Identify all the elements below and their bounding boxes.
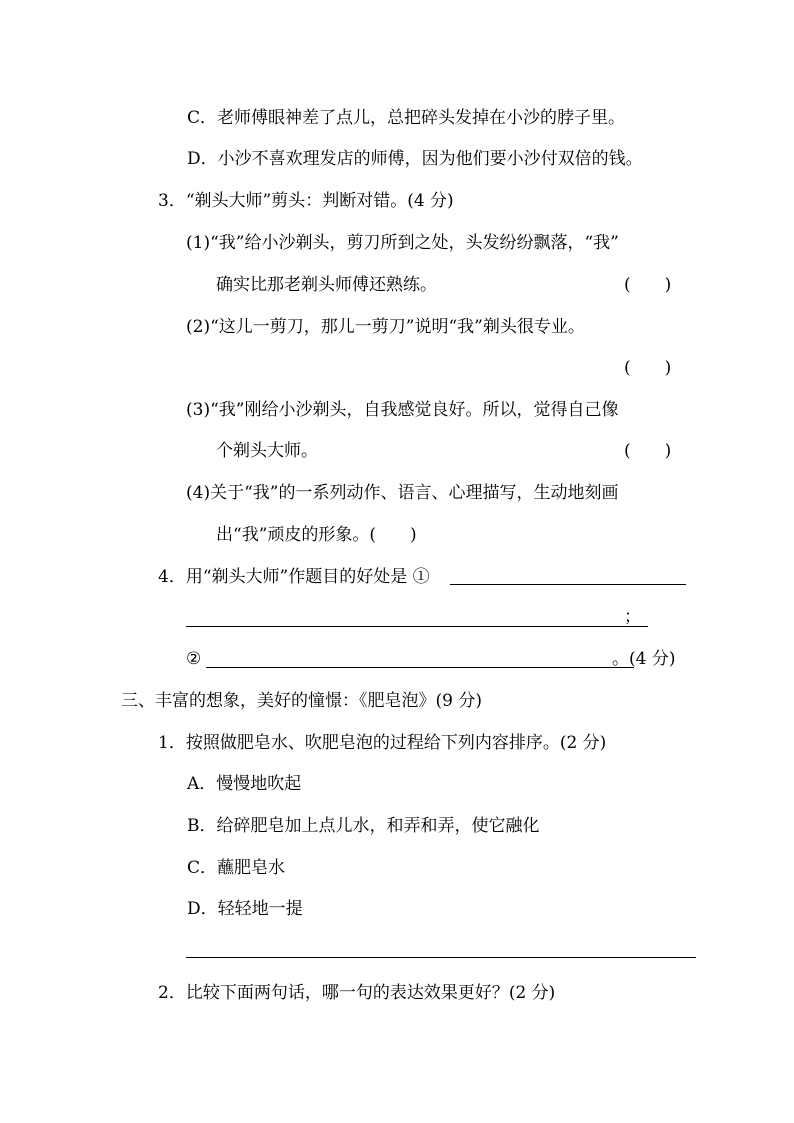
q4-answer-blank-3[interactable] — [206, 667, 634, 668]
q3-item-4-line-2: 出“我”顽皮的形象。( ) — [216, 525, 417, 545]
s3-option-c: C．蘸肥皂水 — [187, 858, 286, 878]
q3-item-3-answer-paren[interactable]: ( ) — [624, 441, 672, 461]
q3-item-4-line-1: (4)关于“我”的一系列动作、语言、心理描写，生动地刻画 — [186, 483, 619, 503]
question-4-line-1: 4．用“剃头大师”作题目的好处是 ① — [158, 567, 430, 587]
option-d: D．小沙不喜欢理发店的师傅，因为他们要小沙付双倍的钱。 — [187, 149, 643, 169]
q4-score: 。(4 分) — [612, 649, 676, 669]
s3-option-d: D．轻轻地一提 — [187, 899, 303, 919]
q3-item-1-line-1: (1)“我”给小沙剃头，剪刀所到之处，头发纷纷飘落，“我” — [186, 233, 619, 253]
q4-answer-blank-2[interactable] — [186, 626, 648, 627]
s3-option-b: B．给碎肥皂加上点儿水，和弄和弄，使它融化 — [187, 816, 540, 836]
s3-option-a: A．慢慢地吹起 — [187, 774, 302, 794]
q3-item-2-answer-paren[interactable]: ( ) — [624, 358, 672, 378]
section-3-title: 三、丰富的想象，美好的憧憬：《肥皂泡》(9 分) — [121, 691, 482, 711]
s3-q1-answer-line[interactable] — [186, 957, 696, 958]
q3-item-1-line-2: 确实比那老剃头师傅还熟练。 — [216, 275, 437, 295]
q3-item-3-line-1: (3)“我”刚给小沙剃头，自我感觉良好。所以，觉得自己像 — [186, 400, 619, 420]
s3-question-2: 2．比较下面两句话，哪一句的表达效果更好？(2 分) — [158, 983, 556, 1003]
q4-semicolon: ； — [624, 607, 641, 627]
q3-item-3-line-2: 个剃头大师。 — [216, 441, 318, 461]
question-3-title: 3．“剃头大师”剪头：判断对错。(4 分) — [158, 191, 454, 211]
option-c: C．老师傅眼神差了点儿，总把碎头发掉在小沙的脖子里。 — [187, 108, 626, 128]
q4-circle-2: ② — [186, 649, 202, 669]
q4-answer-blank-1[interactable] — [450, 584, 686, 585]
q3-item-1-answer-paren[interactable]: ( ) — [624, 275, 672, 295]
q3-item-2-line-1: (2)“这儿一剪刀，那儿一剪刀”说明“我”剃头很专业。 — [186, 317, 585, 337]
s3-question-1: 1．按照做肥皂水、吹肥皂泡的过程给下列内容排序。(2 分) — [158, 733, 607, 753]
